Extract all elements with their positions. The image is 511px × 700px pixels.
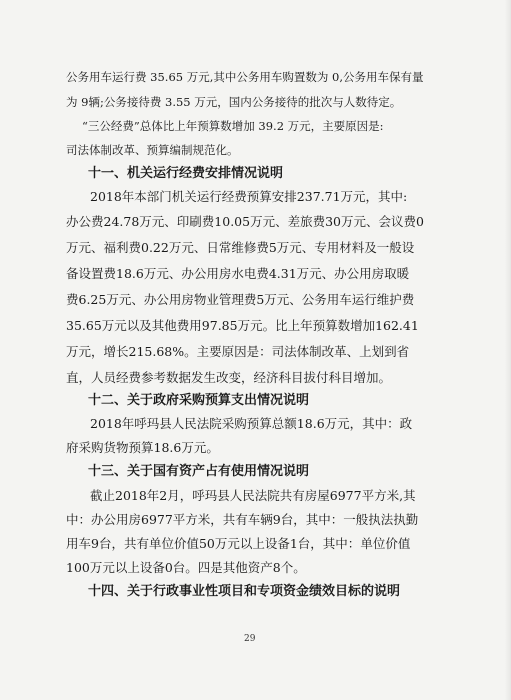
text-line: 为 9辆;公务接待费 3.55 万元，国内公务接待的批次与人数待定。 — [66, 95, 402, 109]
page-edge-shadow — [505, 0, 511, 700]
text-line: 用车9台，共有单位价值50万元以上设备1台，其中：单位价值 — [66, 536, 411, 551]
text-line: 府采购货物预算18.6万元。 — [66, 440, 219, 455]
text-line: 司法体制改革、预算编制规范化。 — [66, 143, 239, 157]
section-13-heading: 十三、关于国有资产占有使用情况说明 — [88, 464, 310, 479]
text-line: 2018年本部门机关运行经费预算安排237.71万元，其中: — [90, 189, 408, 204]
text-line: 2018年呼玛县人民法院采购预算总额18.6万元，其中：政 — [90, 416, 413, 431]
text-line: 35.65万元以及其他费用97.85万元。比上年预算数增加162.41 — [66, 318, 419, 333]
text-line: 办公费24.78万元、印刷费10.05万元、差旅费30万元、会议费0 — [66, 214, 424, 229]
section-12-heading: 十二、关于政府采购预算支出情况说明 — [88, 393, 310, 408]
section-14-heading: 十四、关于行政事业性项目和专项资金绩效目标的说明 — [88, 584, 401, 599]
text-line: 万元、福利费0.22万元、日常维修费5万元、专用材料及一般设 — [66, 240, 415, 255]
text-line: 100万元以上设备0台。四是其他资产8个。 — [66, 560, 306, 575]
text-line: 万元，增长215.68%。主要原因是：司法体制改革、上划到省 — [66, 344, 410, 359]
text-line: 公务用车运行费 35.65 万元,其中公务用车购置数为 0,公务用车保有量 — [66, 70, 424, 84]
page-number: 29 — [244, 634, 256, 644]
text-line: “三公经费”总体比上年预算数增加 39.2 万元，主要原因是: — [82, 119, 384, 133]
text-line: 直，人员经费参考数据发生改变，经济科目拔付科目增加。 — [66, 370, 392, 385]
text-line: 截止2018年2月，呼玛县人民法院共有房屋6977平方米,其 — [90, 488, 416, 503]
text-line: 备设置费18.6万元、办公用房水电费4.31万元、办公用房取暖 — [66, 266, 410, 281]
text-line: 中：办公用房6977平方米，共有车辆9台，其中：一般执法执勤 — [66, 512, 419, 527]
text-line: 费6.25万元、办公用房物业管理费5万元、公务用车运行维护费 — [66, 292, 415, 307]
section-11-heading: 十一、机关运行经费安排情况说明 — [88, 166, 284, 181]
